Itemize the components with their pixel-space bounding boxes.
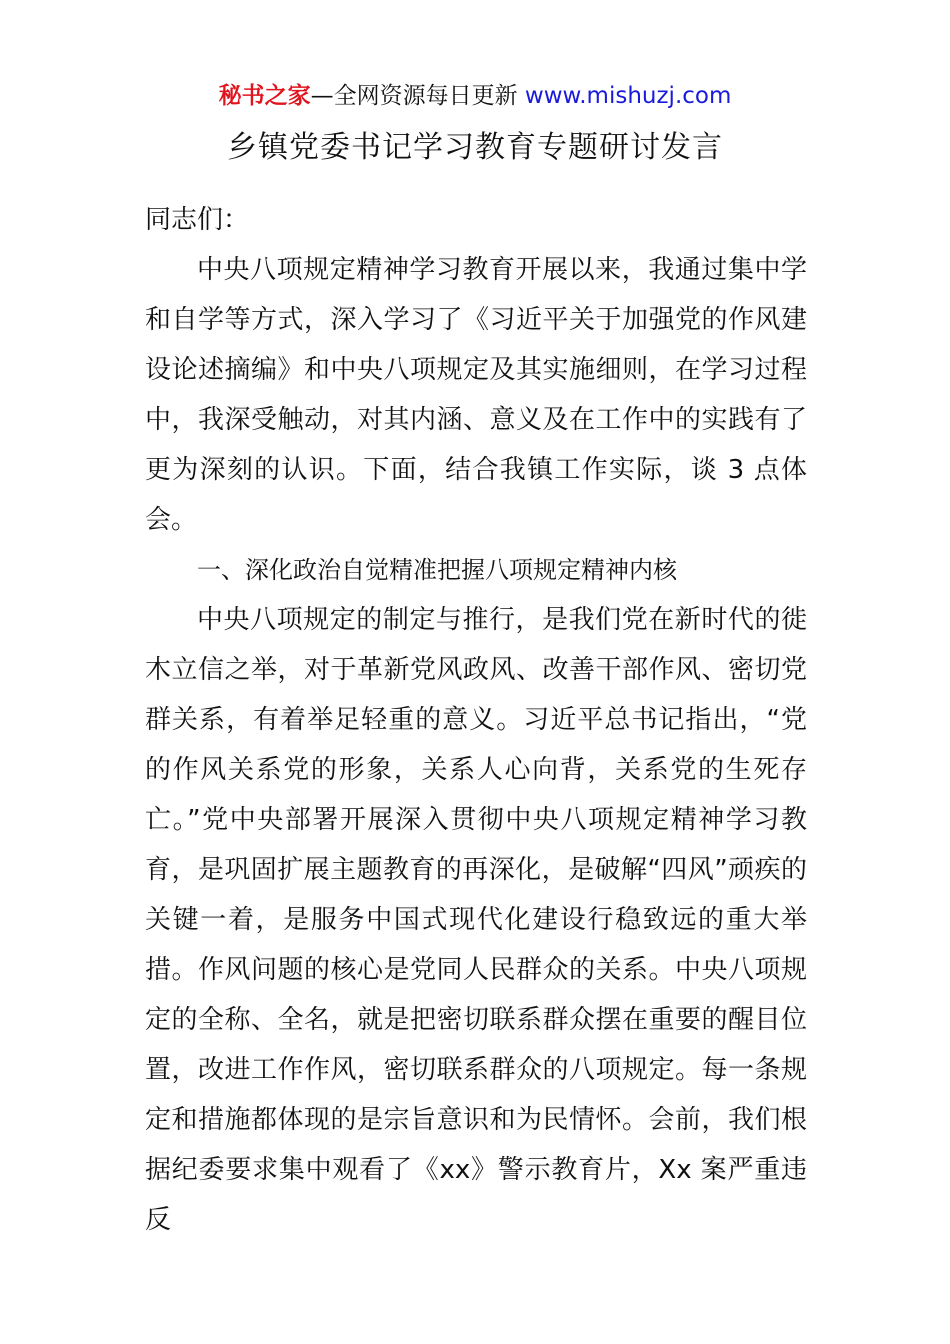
site-tagline: —全网资源每日更新 bbox=[310, 83, 525, 109]
document-title: 乡镇党委书记学习教育专题研讨发言 bbox=[227, 130, 723, 165]
document-body bbox=[145, 195, 807, 1245]
site-url-link[interactable]: www.mishuzj.com bbox=[524, 83, 732, 109]
intro-paragraph: 中央八项规定精神学习教育开展以来，我通过集中学和自学等方式，深入学习了《习近平关于加强党的作风建设论述摘编》和中央八项规定及其实施细则，在学习过程中，我深受触动，对其内涵、意义及在工作中的实践有了更为深刻的认识。下面，结合我镇工作实际，谈 3 点体会。 bbox=[145, 255, 807, 535]
section-paragraph: 中央八项规定的制定与推行，是我们党在新时代的徙木立信之举，对于革新党风政风、改善干部作风、密切党群关系，有着举足轻重的意义。习近平总书记指出，“党的作风关系党的形象，关系人心向背，关系党的生死存亡。”党中央部署开展深入贯彻中央八项规定精神学习教育，是巩固扩展主题教育的再深化，是破解“四风”顽疾的关键一着，是服务中国式现代化建设行稳致远的重大举措。作风问题的核心是党同人民群众的关系。中央八项规定的全称、全名，就是把密切联系群众摆在重要的醒目位置，改进工作作风，密切联系群众的八项规定。每一条规定和措施都体现的是宗旨意识和为民情怀。会前，我们根据纪委要求集中观看了《xx》警示教育片，Xx 案严重违反 bbox=[145, 605, 807, 1235]
section-heading: 一、深化政治自觉精准把握八项规定精神内核 bbox=[197, 556, 677, 584]
salutation: 同志们： bbox=[145, 205, 250, 235]
site-header bbox=[0, 80, 950, 112]
site-brand: 秘书之家 bbox=[218, 83, 311, 109]
